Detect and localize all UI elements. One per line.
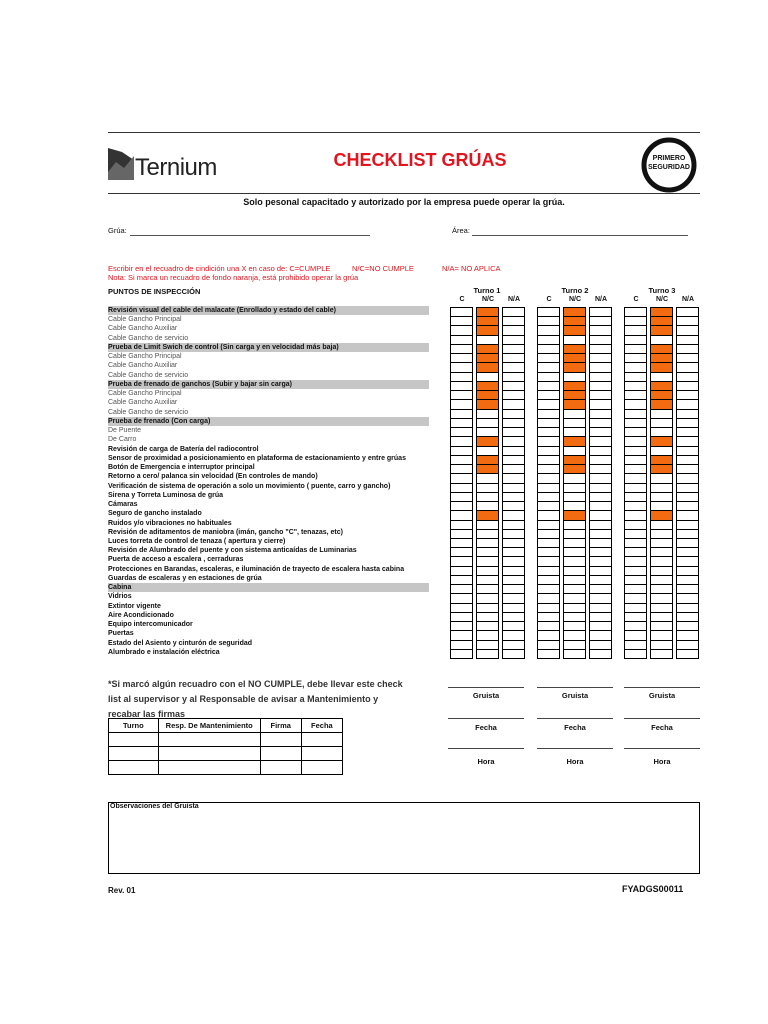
- inspection-item: Cable Gancho de servicio: [108, 371, 189, 379]
- fecha-signature-line[interactable]: [448, 718, 524, 719]
- hora-label: Hora: [653, 757, 671, 766]
- instruction-note: Nota: Si marca un recuadro de fondo naranja, está prohibido operar la grúa: [108, 273, 359, 282]
- table-header-row: [109, 719, 343, 733]
- hora-signature-line[interactable]: [537, 748, 613, 749]
- inspection-item: Puerta de acceso a escalera , cerraduras: [108, 556, 244, 564]
- turno-3-header: Turno 3: [648, 286, 676, 295]
- checkbox[interactable]: [589, 649, 612, 659]
- checkbox[interactable]: [650, 649, 673, 659]
- instruction-no-aplica: N/A= NO APLICA: [442, 264, 501, 273]
- inspection-item: Revisión visual del cable del malacate (Enrollado y estado del cable): [108, 306, 429, 315]
- inspection-item: Alumbrado e instalación eléctrica: [108, 648, 220, 656]
- checkbox[interactable]: [676, 649, 699, 659]
- inspection-item: Botón de Emergencia e interruptor principal: [108, 464, 255, 472]
- area-label: Área:: [452, 226, 470, 235]
- fecha-label: Fecha: [564, 723, 586, 732]
- inspection-item: Revisión de Alumbrado del puente y con sistema anticaídas de Luminarias: [108, 547, 357, 555]
- turno-1-header: Turno 1: [473, 286, 501, 295]
- hora-label: Hora: [566, 757, 584, 766]
- column-header: N/A: [681, 296, 695, 303]
- gruista-signature-line[interactable]: [624, 687, 700, 688]
- form-code: FYADGS00011: [622, 884, 684, 894]
- fecha-signature-line[interactable]: [537, 718, 613, 719]
- grua-input-line[interactable]: [130, 227, 370, 236]
- inspection-item: Cabina: [108, 583, 429, 592]
- column-header: C: [546, 296, 552, 303]
- turno-2-header: Turno 2: [561, 286, 589, 295]
- inspection-item: Cable Gancho Principal: [108, 390, 182, 398]
- inspection-item: Revisión de aditamentos de maniobra (imán, gancho "C", tenazas, etc): [108, 528, 343, 536]
- hora-label: Hora: [477, 757, 495, 766]
- header-resp-mantenimiento: Resp. De Mantenimiento: [158, 719, 260, 733]
- inspection-item: Cable Gancho de servicio: [108, 408, 189, 416]
- checkbox[interactable]: [563, 649, 586, 659]
- revision-label: Rev. 01: [108, 886, 136, 895]
- checkbox[interactable]: [537, 649, 560, 659]
- inspection-item: Estado del Asiento y cinturón de seguridad: [108, 639, 253, 647]
- column-header: C: [633, 296, 639, 303]
- grua-label: Grúa:: [108, 226, 127, 235]
- inspection-item: Equipo intercomunicador: [108, 621, 193, 629]
- inspection-item: Luces torreta de control de tenaza ( apertura y cierre): [108, 538, 286, 545]
- inspection-item: Cable Gancho Auxiliar: [108, 325, 178, 333]
- gruista-signature-line[interactable]: [448, 687, 524, 688]
- gruista-signature-line[interactable]: [537, 687, 613, 688]
- hora-signature-line[interactable]: [624, 748, 700, 749]
- seal-line-2: SEGURIDAD: [647, 164, 690, 171]
- table-row: [109, 761, 343, 775]
- inspection-item: Cámaras: [108, 501, 138, 509]
- inspection-item: Retorno a cero/ palanca sin velocidad (En controles de mando): [108, 473, 318, 481]
- column-header: N/C: [568, 296, 582, 303]
- checkbox[interactable]: [450, 649, 473, 659]
- inspection-item: Sensor de proximidad a posicionamiento en plataforma de estacionamiento y entre grúas: [108, 454, 406, 462]
- inspection-item: Ruidos y/o vibraciones no habituales: [108, 519, 232, 527]
- header-firma: Firma: [260, 719, 301, 733]
- header-turno: Turno: [109, 719, 159, 733]
- column-header: N/A: [507, 296, 521, 303]
- ternium-logo: [108, 142, 218, 184]
- inspection-item: Protecciones en Barandas, escaleras, e iluminación de trayecto de escalera hasta cabina: [108, 565, 405, 573]
- gruista-label: Gruista: [648, 691, 676, 700]
- checkbox[interactable]: [502, 649, 525, 659]
- header-fecha: Fecha: [301, 719, 342, 733]
- inspection-item: Cable Gancho Auxiliar: [108, 362, 178, 370]
- column-header: C: [459, 296, 465, 303]
- inspection-item: Revisión de carga de Batería del radiocontrol: [108, 445, 259, 453]
- no-cumple-note: *Si marcó algún recuadro con el NO CUMPLE, debe llevar este check list al supervisor y al Responsable de avisar a Mantenimiento y recabar las firmas: [108, 679, 403, 719]
- inspection-item: Seguro de gancho instalado: [108, 510, 202, 518]
- section-title: PUNTOS DE INSPECCIÓN: [108, 287, 201, 296]
- fecha-label: Fecha: [651, 723, 673, 732]
- subtitle: Solo pesonal capacitado y autorizado por la empresa puede operar la grúa.: [243, 197, 565, 207]
- primero-seguridad-seal: [641, 137, 697, 193]
- inspection-item: Cable Gancho Principal: [108, 353, 182, 361]
- checkbox[interactable]: [476, 649, 499, 659]
- checkbox[interactable]: [624, 649, 647, 659]
- inspection-item: Puertas: [108, 630, 134, 638]
- maintenance-responsible-table: [108, 718, 343, 775]
- logo-text: Ternium: [135, 154, 217, 181]
- column-header: N/C: [481, 296, 495, 303]
- inspection-item: De Puente: [108, 427, 142, 435]
- inspection-item: Extintor vigente: [108, 602, 161, 610]
- page-title: CHECKLIST GRÚAS: [333, 150, 507, 170]
- instruction-no-cumple: N/C=NO CUMPLE: [352, 264, 414, 273]
- inspection-item: Aire Acondicionado: [108, 611, 174, 619]
- table-row: [109, 747, 343, 761]
- hora-signature-line[interactable]: [448, 748, 524, 749]
- inspection-item: Verificación de sistema de operación a solo un movimiento ( puente, carro y gancho): [108, 482, 391, 490]
- top-divider: [108, 132, 700, 133]
- gruista-label: Gruista: [472, 691, 500, 700]
- seal-line-1: PRIMERO: [652, 155, 686, 162]
- fecha-label: Fecha: [475, 723, 497, 732]
- fecha-signature-line[interactable]: [624, 718, 700, 719]
- inspection-item: Prueba de frenado (Con carga): [108, 417, 429, 426]
- inspection-item: Prueba de Limit Swich de control (Sin carga y en velocidad más baja): [108, 343, 429, 352]
- observations-box[interactable]: [108, 802, 700, 874]
- inspection-item: Cable Gancho de servicio: [108, 334, 189, 342]
- inspection-item: Sirena y Torreta Luminosa de grúa: [108, 491, 224, 499]
- area-input-line[interactable]: [472, 227, 688, 236]
- inspection-item: De Carro: [108, 436, 137, 444]
- inspection-item: Cable Gancho Principal: [108, 316, 182, 324]
- header-divider: [108, 193, 700, 194]
- inspection-item: Cable Gancho Auxiliar: [108, 399, 178, 407]
- column-header: N/C: [655, 296, 669, 303]
- instruction-cumple: Escribir en el recuadro de cindición una X en caso de: C=CUMPLE: [108, 264, 331, 273]
- gruista-label: Gruista: [561, 691, 589, 700]
- inspection-item: Guardas de escaleras y en estaciones de grúa: [108, 574, 262, 582]
- table-row: [109, 733, 343, 747]
- inspection-item: Prueba de frenado de ganchos (Subir y bajar sin carga): [108, 380, 429, 389]
- inspection-item: Vidrios: [108, 593, 132, 601]
- observations-label: Observaciones del Gruista: [110, 803, 199, 810]
- column-header: N/A: [594, 296, 608, 303]
